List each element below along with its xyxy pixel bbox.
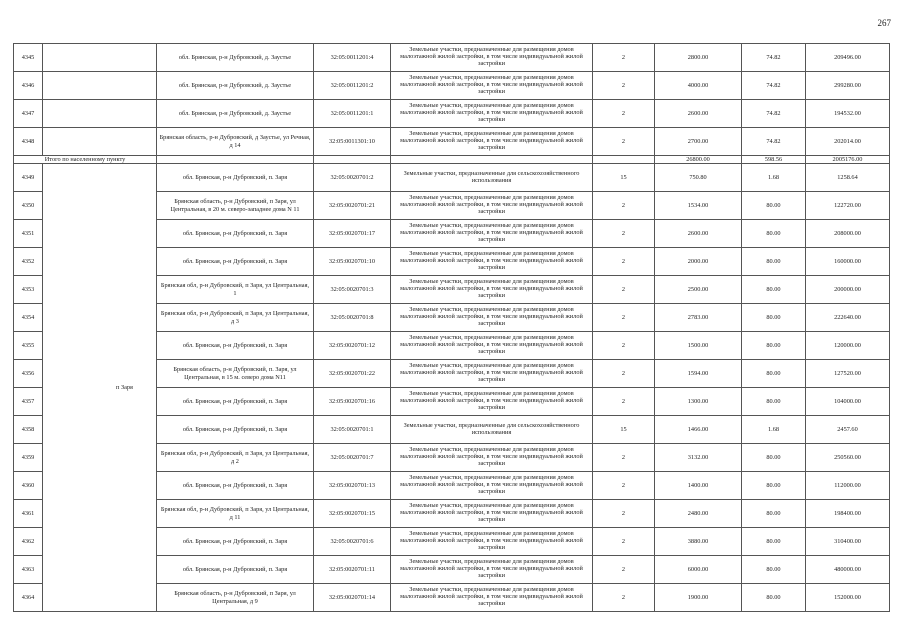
row-number-cell: 4364	[14, 584, 43, 612]
locality-cell	[43, 164, 157, 612]
cadastral-number-cell: 32:05:0020701:11	[314, 556, 391, 584]
area-cell: 2600.00	[655, 220, 742, 248]
cadastral-number-cell: 32:05:0020701:8	[314, 304, 391, 332]
address-cell: Брянская область, р-н Дубровский, п. Заря, ул Центральная, в 15 м. северо дома N11	[157, 360, 314, 388]
locality-name: п Заря	[116, 384, 133, 391]
cadastral-number-cell: 32:05:0020701:16	[314, 388, 391, 416]
land-use-cell: Земельные участки, предназначенные для размещения домов малоэтажной жилой застройки, в том числе индивидуальной жилой застройки	[391, 220, 593, 248]
area-cell: 3880.00	[655, 528, 742, 556]
cadastral-number-cell: 32:05:0020701:1	[314, 416, 391, 444]
land-use-cell: Земельные участки, предназначенные для размещения домов малоэтажной жилой застройки, в том числе индивидуальной жилой застройки	[391, 360, 593, 388]
address-cell: Брянская область, р-н Дубровский, п Заря, ул Центральная, д 9	[157, 584, 314, 612]
address-cell: обл. Брянская, р-н Дубровский, п. Заря	[157, 164, 314, 192]
land-use-cell: Земельные участки, предназначенные для размещения домов малоэтажной жилой застройки, в том числе индивидуальной жилой застройки	[391, 72, 593, 100]
use-code-cell: 2	[593, 72, 655, 100]
rate-cell: 80.00	[742, 556, 806, 584]
rate-cell: 1.68	[742, 416, 806, 444]
use-code-cell: 2	[593, 128, 655, 156]
area-cell: 2000.00	[655, 248, 742, 276]
register-body	[14, 44, 890, 612]
rate-cell: 80.00	[742, 500, 806, 528]
empty-cell	[593, 156, 655, 164]
row-number-cell: 4358	[14, 416, 43, 444]
use-code-cell: 2	[593, 528, 655, 556]
land-use-cell: Земельные участки, предназначенные для размещения домов малоэтажной жилой застройки, в том числе индивидуальной жилой застройки	[391, 128, 593, 156]
cadastral-value-cell: 299280.00	[806, 72, 890, 100]
table-row	[14, 164, 890, 192]
cadastral-value-cell: 194532.00	[806, 100, 890, 128]
area-cell: 1594.00	[655, 360, 742, 388]
row-number-cell: 4350	[14, 192, 43, 220]
rate-cell: 80.00	[742, 304, 806, 332]
area-cell: 1500.00	[655, 332, 742, 360]
rate-cell: 80.00	[742, 360, 806, 388]
land-plot-register-table	[13, 43, 890, 612]
cadastral-value-cell: 310400.00	[806, 528, 890, 556]
area-cell: 3132.00	[655, 444, 742, 472]
row-number-cell: 4362	[14, 528, 43, 556]
use-code-cell: 15	[593, 164, 655, 192]
rate-cell: 80.00	[742, 332, 806, 360]
cadastral-value-cell: 202014.00	[806, 128, 890, 156]
land-use-cell: Земельные участки, предназначенные для размещения домов малоэтажной жилой застройки, в том числе индивидуальной жилой застройки	[391, 100, 593, 128]
land-use-cell: Земельные участки, предназначенные для размещения домов малоэтажной жилой застройки, в том числе индивидуальной жилой застройки	[391, 388, 593, 416]
rate-cell: 80.00	[742, 528, 806, 556]
row-number-cell: 4352	[14, 248, 43, 276]
rate-cell: 80.00	[742, 444, 806, 472]
rate-cell: 74.82	[742, 72, 806, 100]
land-use-cell: Земельные участки, предназначенные для размещения домов малоэтажной жилой застройки, в том числе индивидуальной жилой застройки	[391, 444, 593, 472]
row-number-cell: 4360	[14, 472, 43, 500]
row-number-cell: 4355	[14, 332, 43, 360]
address-cell: обл. Брянская, р-н Дубровский, п. Заря	[157, 220, 314, 248]
address-cell: обл. Брянская, р-н Дубровский, п. Заря	[157, 332, 314, 360]
cadastral-value-cell: 250560.00	[806, 444, 890, 472]
cadastral-value-cell: 127520.00	[806, 360, 890, 388]
land-use-cell: Земельные участки, предназначенные для размещения домов малоэтажной жилой застройки, в том числе индивидуальной жилой застройки	[391, 584, 593, 612]
cadastral-number-cell: 32:05:0011201:4	[314, 44, 391, 72]
row-number-cell: 4353	[14, 276, 43, 304]
page-number: 267	[877, 18, 891, 28]
land-use-cell: Земельные участки, предназначенные для размещения домов малоэтажной жилой застройки, в том числе индивидуальной жилой застройки	[391, 472, 593, 500]
land-use-cell: Земельные участки, предназначенные для размещения домов малоэтажной жилой застройки, в том числе индивидуальной жилой застройки	[391, 528, 593, 556]
address-cell: Брянская область, р-н Дубровский, п Заря, ул Центральная, в 20 м. северо-западнее дома N 11	[157, 192, 314, 220]
row-number-cell: 4361	[14, 500, 43, 528]
area-cell: 2480.00	[655, 500, 742, 528]
cadastral-value-cell: 480000.00	[806, 556, 890, 584]
use-code-cell: 2	[593, 220, 655, 248]
use-code-cell: 2	[593, 304, 655, 332]
row-number-cell: 4345	[14, 44, 43, 72]
land-use-cell: Земельные участки, предназначенные для размещения домов малоэтажной жилой застройки, в том числе индивидуальной жилой застройки	[391, 332, 593, 360]
address-cell: обл. Брянская, р-н Дубровский, д. Заустье	[157, 100, 314, 128]
cadastral-value-cell: 112000.00	[806, 472, 890, 500]
table-row	[14, 100, 890, 128]
cadastral-value-cell: 1258.64	[806, 164, 890, 192]
empty-cell	[391, 156, 593, 164]
address-cell: обл. Брянская, р-н Дубровский, п. Заря	[157, 528, 314, 556]
use-code-cell: 15	[593, 416, 655, 444]
locality-cell	[43, 128, 157, 156]
use-code-cell: 2	[593, 360, 655, 388]
cadastral-number-cell: 32:05:0020701:12	[314, 332, 391, 360]
address-cell: обл. Брянская, р-н Дубровский, п. Заря	[157, 388, 314, 416]
empty-cell	[157, 156, 314, 164]
land-use-cell: Земельные участки, предназначенные для размещения домов малоэтажной жилой застройки, в том числе индивидуальной жилой застройки	[391, 248, 593, 276]
locality-cell	[43, 72, 157, 100]
area-cell: 1400.00	[655, 472, 742, 500]
empty-cell	[314, 156, 391, 164]
row-number-cell: 4363	[14, 556, 43, 584]
row-number-cell: 4354	[14, 304, 43, 332]
cadastral-value-cell: 209496.00	[806, 44, 890, 72]
cadastral-number-cell: 32:05:0020701:14	[314, 584, 391, 612]
area-cell: 2500.00	[655, 276, 742, 304]
address-cell: Брянская обл, р-н Дубровский, п Заря, ул Центральная, 1	[157, 276, 314, 304]
row-number-cell: 4348	[14, 128, 43, 156]
address-cell: обл. Брянская, р-н Дубровский, п. Заря	[157, 556, 314, 584]
cadastral-value-cell: 120000.00	[806, 332, 890, 360]
address-cell: Брянская обл, р-н Дубровский, п Заря, ул Центральная, д 2	[157, 444, 314, 472]
land-use-cell: Земельные участки, предназначенные для размещения домов малоэтажной жилой застройки, в том числе индивидуальной жилой застройки	[391, 304, 593, 332]
cadastral-number-cell: 32:05:0020701:7	[314, 444, 391, 472]
area-cell: 1300.00	[655, 388, 742, 416]
address-cell: обл. Брянская, р-н Дубровский, д. Заустье	[157, 44, 314, 72]
row-number-cell: 4349	[14, 164, 43, 192]
area-cell: 1534.00	[655, 192, 742, 220]
row-number-cell: 4357	[14, 388, 43, 416]
address-cell: обл. Брянская, р-н Дубровский, д. Заустье	[157, 72, 314, 100]
rate-cell: 1.68	[742, 164, 806, 192]
area-cell: 2783.00	[655, 304, 742, 332]
total-value-cell: 2005176.00	[806, 156, 890, 164]
cadastral-value-cell: 198400.00	[806, 500, 890, 528]
land-use-cell: Земельные участки, предназначенные для размещения домов малоэтажной жилой застройки, в том числе индивидуальной жилой застройки	[391, 192, 593, 220]
use-code-cell: 2	[593, 192, 655, 220]
locality-cell	[43, 100, 157, 128]
land-use-cell: Земельные участки, предназначенные для сельскохозяйственного использования	[391, 416, 593, 444]
cadastral-value-cell: 160000.00	[806, 248, 890, 276]
area-cell: 750.80	[655, 164, 742, 192]
address-cell: обл. Брянская, р-н Дубровский, п. Заря	[157, 248, 314, 276]
cadastral-number-cell: 32:05:0011201:2	[314, 72, 391, 100]
table-row	[14, 128, 890, 156]
total-rate-cell: 598.56	[742, 156, 806, 164]
area-cell: 2800.00	[655, 44, 742, 72]
rate-cell: 80.00	[742, 192, 806, 220]
table-row	[14, 72, 890, 100]
cadastral-number-cell: 32:05:0020701:15	[314, 500, 391, 528]
land-use-cell: Земельные участки, предназначенные для размещения домов малоэтажной жилой застройки, в том числе индивидуальной жилой застройки	[391, 556, 593, 584]
rate-cell: 74.82	[742, 100, 806, 128]
address-cell: обл. Брянская, р-н Дубровский, п. Заря	[157, 472, 314, 500]
area-cell: 4000.00	[655, 72, 742, 100]
cadastral-number-cell: 32:05:0020701:3	[314, 276, 391, 304]
use-code-cell: 2	[593, 44, 655, 72]
use-code-cell: 2	[593, 100, 655, 128]
area-cell: 2600.00	[655, 100, 742, 128]
address-cell: обл. Брянская, р-н Дубровский, п. Заря	[157, 416, 314, 444]
address-cell: Брянская обл, р-н Дубровский, п Заря, ул Центральная, д 3	[157, 304, 314, 332]
table-row	[14, 44, 890, 72]
row-number-cell: 4359	[14, 444, 43, 472]
rate-cell: 74.82	[742, 44, 806, 72]
total-label-cell: Итого по населенному пункту	[14, 156, 157, 164]
use-code-cell: 2	[593, 332, 655, 360]
use-code-cell: 2	[593, 276, 655, 304]
rate-cell: 74.82	[742, 128, 806, 156]
cadastral-value-cell: 152000.00	[806, 584, 890, 612]
row-number-cell: 4351	[14, 220, 43, 248]
rate-cell: 80.00	[742, 220, 806, 248]
cadastral-value-cell: 208000.00	[806, 220, 890, 248]
address-cell: Брянская область, р-н Дубровский, д Заустье, ул Речная, д 14	[157, 128, 314, 156]
cadastral-value-cell: 200000.00	[806, 276, 890, 304]
use-code-cell: 2	[593, 248, 655, 276]
cadastral-value-cell: 2457.60	[806, 416, 890, 444]
use-code-cell: 2	[593, 388, 655, 416]
rate-cell: 80.00	[742, 584, 806, 612]
cadastral-value-cell: 222640.00	[806, 304, 890, 332]
area-cell: 1466.00	[655, 416, 742, 444]
cadastral-number-cell: 32:05:0020701:21	[314, 192, 391, 220]
cadastral-value-cell: 122720.00	[806, 192, 890, 220]
area-cell: 6000.00	[655, 556, 742, 584]
cadastral-number-cell: 32:05:0020701:6	[314, 528, 391, 556]
cadastral-number-cell: 32:05:0020701:2	[314, 164, 391, 192]
locality-cell	[43, 44, 157, 72]
rate-cell: 80.00	[742, 472, 806, 500]
address-cell: Брянская обл, р-н Дубровский, п Заря, ул Центральная, д 11	[157, 500, 314, 528]
area-cell: 2700.00	[655, 128, 742, 156]
land-use-cell: Земельные участки, предназначенные для размещения домов малоэтажной жилой застройки, в том числе индивидуальной жилой застройки	[391, 44, 593, 72]
cadastral-number-cell: 32:05:0011201:1	[314, 100, 391, 128]
use-code-cell: 2	[593, 584, 655, 612]
land-use-cell: Земельные участки, предназначенные для размещения домов малоэтажной жилой застройки, в том числе индивидуальной жилой застройки	[391, 276, 593, 304]
land-use-cell: Земельные участки, предназначенные для размещения домов малоэтажной жилой застройки, в том числе индивидуальной жилой застройки	[391, 500, 593, 528]
row-number-cell: 4346	[14, 72, 43, 100]
land-use-cell: Земельные участки, предназначенные для сельскохозяйственного использования	[391, 164, 593, 192]
rate-cell: 80.00	[742, 276, 806, 304]
rate-cell: 80.00	[742, 388, 806, 416]
cadastral-number-cell: 32:05:0011301:10	[314, 128, 391, 156]
use-code-cell: 2	[593, 444, 655, 472]
use-code-cell: 2	[593, 556, 655, 584]
cadastral-number-cell: 32:05:0020701:13	[314, 472, 391, 500]
locality-total-row	[14, 156, 890, 164]
cadastral-number-cell: 32:05:0020701:17	[314, 220, 391, 248]
cadastral-number-cell: 32:05:0020701:22	[314, 360, 391, 388]
cadastral-value-cell: 104000.00	[806, 388, 890, 416]
use-code-cell: 2	[593, 472, 655, 500]
cadastral-number-cell: 32:05:0020701:10	[314, 248, 391, 276]
total-area-cell: 26800.00	[655, 156, 742, 164]
rate-cell: 80.00	[742, 248, 806, 276]
area-cell: 1900.00	[655, 584, 742, 612]
row-number-cell: 4356	[14, 360, 43, 388]
row-number-cell: 4347	[14, 100, 43, 128]
use-code-cell: 2	[593, 500, 655, 528]
